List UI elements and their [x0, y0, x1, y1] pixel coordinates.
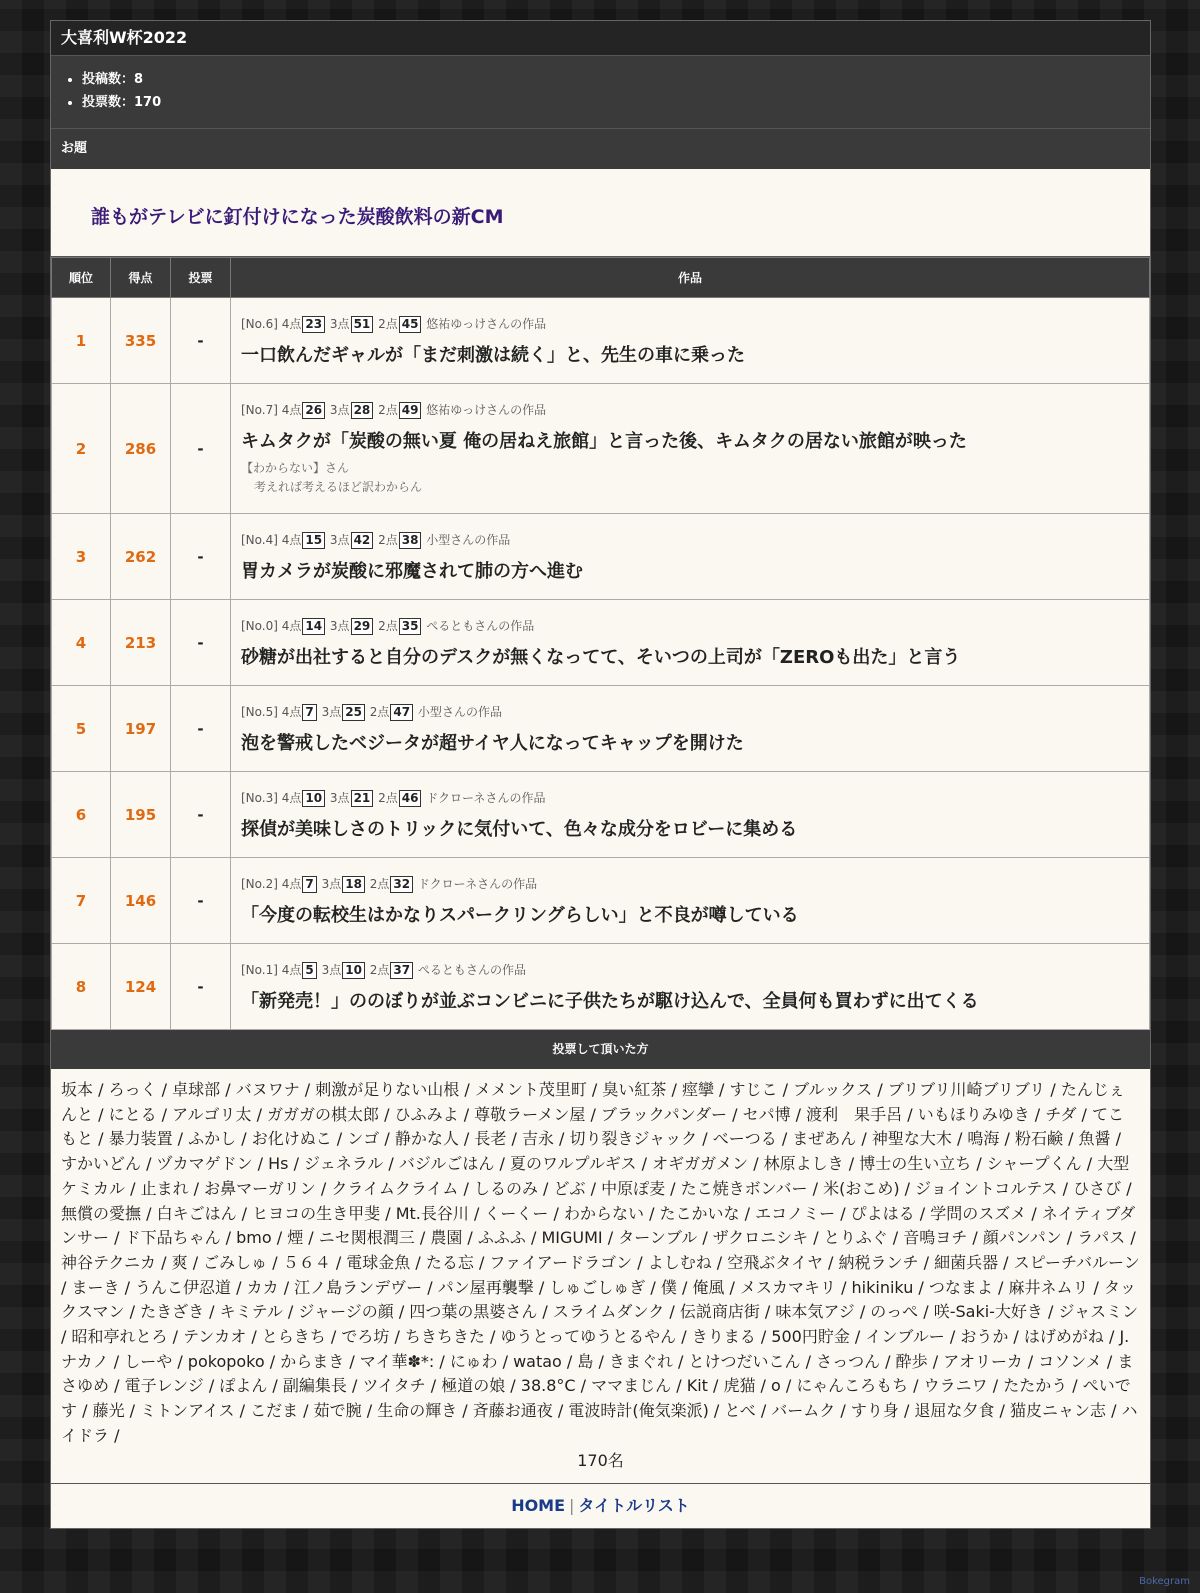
two-point-count: 49 [399, 402, 422, 419]
entry-meta [241, 531, 1149, 549]
entry-number: [No.4] [241, 532, 278, 547]
work-cell [231, 298, 1150, 384]
four-point-count: 26 [302, 402, 325, 419]
work-cell [231, 686, 1150, 772]
post-count: • 投稿数：8 [82, 68, 1150, 91]
vote-cell: - [171, 514, 231, 600]
two-point-count: 47 [390, 704, 413, 721]
rank-cell: 2 [52, 384, 111, 514]
author-suffix: さんの作品 [486, 402, 547, 417]
three-point-label: 3点 [329, 316, 350, 331]
work-cell [231, 944, 1150, 1030]
entry-number: [No.5] [241, 704, 278, 719]
score-cell: 335 [111, 298, 171, 384]
main-panel [50, 20, 1151, 1529]
entry-author: 小型 [426, 532, 451, 547]
vote-cell: - [171, 600, 231, 686]
table-row [52, 686, 1150, 772]
four-point-count: 23 [302, 316, 325, 333]
entry-number: [No.0] [241, 618, 278, 633]
entry-author: 小型 [417, 704, 442, 719]
four-point-count: 14 [302, 618, 325, 635]
comment-body: 考えれば考えるほど訳わからん [254, 479, 423, 494]
author-suffix: さんの作品 [485, 790, 546, 805]
work-cell [231, 858, 1150, 944]
rank-cell: 1 [52, 298, 111, 384]
two-point-label: 2点 [378, 402, 398, 417]
score-cell: 195 [111, 772, 171, 858]
three-point-label: 3点 [329, 532, 350, 547]
table-header-row [52, 258, 1150, 298]
credit-text: Bokegram [1139, 1576, 1190, 1587]
entry-author: ぺるとも [417, 962, 466, 977]
two-point-count: 35 [399, 618, 422, 635]
entry-meta [241, 315, 1149, 333]
two-point-label: 2点 [369, 704, 390, 719]
work-cell [231, 772, 1150, 858]
entry-text: 「今度の転校生はかなりスパークリングらしい」と不良が噂している [241, 904, 799, 926]
col-vote: 投票 [171, 258, 231, 298]
vote-cell: - [171, 384, 231, 514]
odai-heading: お題 [51, 129, 1150, 169]
three-point-count: 21 [351, 790, 374, 807]
four-point-label: 4点 [281, 316, 302, 331]
score-cell: 262 [111, 514, 171, 600]
voter-names: 坂本 / ろっく / 卓球部 / バヌワナ / 刺激が足りない山根 / メメント茂里町 / 臭い紅茶 / 痙攣 / すじこ / ブルックス / ブリブリ川崎ブリブリ / たんじぇんと / にとる / アルゴリ太 / ガガガの棋太郎 / ひふみよ / 尊敬ラーメン屋 / ブラックパンダー / セパ博 / 渡利 果手呂 / いもほりみゆき / チダ / てこもと / 暴力装置 / ふかし / お化けぬこ / ンゴ / 静かな人 / 長老 / 吉永 / 切り裂きジャック / べーつる / まぜあん / 神聖な大木 / 鳴海 / 粉石鹸 / 魚醤 / すかいどん / ヅカマゲドン / Hs / ジェネラル / バジルごはん / 夏のワルプルギス / オギガガメン / 林原よしき / 博士の生い立ち / シャープくん / 大型ケミカル / 止まれ / お鼻マーガリン / クライムクライム / しるのみ / どぶ / 中原ぽ麦 / たこ焼きボンバー / 米(おこめ) / ジョイントコルテス / ひさび / 無償の愛撫 / 白キごはん / ヒヨコの生き甲斐 / Mt.長谷川 / くーくー / わからない / たこかいな / エコノミー / ぴよはる / 学問のスズメ / ネイティブダンサー / ド下品ちゃん / bmo / 煙 / ニセ関根潤三 / 農園 / ふふふ / MIGUMI / ターンブル / ザクロニシキ / とりふぐ / 音鳴ヨチ / 顔パンパン / ラパス / 神谷テクニカ / 爽 / ごみしゅ / ５６４ / 電球金魚 / たる忘 / ファイアードラゴン / よしむね / 空飛ぶタイヤ / 納税ランチ / 細菌兵器 / スピーチバルーン / まーき / うんこ伊忍道 / カカ / 江ノ島ランデヴー / パン屋再襲撃 / しゅごしゅぎ / 僕 / 俺風 / メスカマキリ / hikiniku / つなまよ / 麻井ネムリ / タックスマン / たきざき / キミテル / ジャージの顔 / 四つ葉の黒婆さん / スライムダンク / 伝説商店街 / 味本気アジ / のっぺ / 咲-Saki-大好き / ジャスミン / 昭和亭れとろ / テンカオ / とらきち / でろ坊 / ちきちきた / ゆうとってゆうとるやん / きりまる / 500円貯金 / インブルー / おうか / はげめがね / J.ナカノ / しーや / pokopoko / からまき / マイ華✽*: / にゅわ / watao / 島 / きまぐれ / とけつだいこん / さっつん / 酔歩 / アオリーカ / コソンメ / まさゆめ / 電子レンジ / ぽよん / 副編集長 / ツイタチ / 極道の娘 / 38.8°C / ママまじん / Kit / 虎猫 / o / にゃんころもち / ウラニワ / たたかう / ぺいです / 藤光 / ミトンアイス / こだま / 茹で腕 / 生命の輝き / 斉藤お通夜 / 電波時計(俺気楽派) / とべ / バームク / すり身 / 退屈な夕食 / 猫皮ニャン志 / ハイドラ / [61, 1080, 1140, 1445]
entry-meta [241, 875, 1149, 893]
entry-number: [No.6] [241, 316, 278, 331]
work-cell [231, 384, 1150, 514]
three-point-label: 3点 [321, 876, 342, 891]
three-point-label: 3点 [329, 402, 350, 417]
two-point-count: 32 [390, 876, 413, 893]
vote-cell: - [171, 772, 231, 858]
vote-count: • 投票数：170 [82, 91, 1150, 114]
title-list-link[interactable]: タイトルリスト [578, 1496, 690, 1516]
two-point-label: 2点 [378, 532, 398, 547]
four-point-count: 7 [302, 876, 316, 893]
table-row [52, 384, 1150, 514]
three-point-count: 42 [351, 532, 374, 549]
col-rank: 順位 [52, 258, 111, 298]
entry-text: 「新発売！」ののぼりが並ぶコンビニに子供たちが駆け込んで、全員何も買わずに出てくる [241, 990, 979, 1012]
results-table [51, 257, 1150, 1030]
page-title: 大喜利W杯2022 [51, 21, 1150, 56]
three-point-count: 18 [342, 876, 365, 893]
two-point-count: 45 [399, 316, 422, 333]
table-row [52, 858, 1150, 944]
entry-meta [241, 703, 1149, 721]
entry-text: 一口飲んだギャルが「まだ刺激は続く」と、先生の車に乗った [241, 344, 745, 366]
rank-cell: 7 [52, 858, 111, 944]
voters-list [51, 1069, 1150, 1484]
three-point-label: 3点 [321, 962, 342, 977]
three-point-count: 10 [342, 962, 365, 979]
entry-author: 悠祐ゆっけ [426, 316, 487, 331]
entry-text: キムタクが「炭酸の無い夏 俺の居ねえ旅館」と言った後、キムタクの居ない旅館が映った [241, 430, 967, 452]
entry-number: [No.2] [241, 876, 278, 891]
table-row [52, 944, 1150, 1030]
odai-text: 誰もがテレビに釘付けになった炭酸飲料の新CM [51, 169, 1150, 257]
entry-text: 探偵が美味しさのトリックに気付いて、色々な成分をロビーに集める [241, 818, 798, 840]
four-point-count: 10 [302, 790, 325, 807]
voter-count: 170名 [577, 1450, 624, 1470]
entry-author: ドクローネ [426, 790, 486, 805]
table-row [52, 600, 1150, 686]
four-point-label: 4点 [281, 962, 302, 977]
score-cell: 146 [111, 858, 171, 944]
entry-text: 胃カメラが炭酸に邪魔されて肺の方へ進む [241, 560, 583, 582]
col-work: 作品 [231, 258, 1150, 298]
score-cell: 197 [111, 686, 171, 772]
work-cell [231, 514, 1150, 600]
table-row [52, 514, 1150, 600]
vote-cell: - [171, 686, 231, 772]
two-point-label: 2点 [378, 618, 398, 633]
four-point-count: 7 [302, 704, 316, 721]
entry-text: 砂糖が出社すると自分のデスクが無くなってて、そいつの上司が「ZEROも出た」と言う [241, 646, 961, 668]
four-point-count: 5 [302, 962, 316, 979]
four-point-label: 4点 [281, 532, 302, 547]
two-point-label: 2点 [378, 316, 398, 331]
two-point-label: 2点 [369, 876, 390, 891]
two-point-label: 2点 [369, 962, 390, 977]
three-point-label: 3点 [329, 790, 350, 805]
vote-cell: - [171, 298, 231, 384]
col-score: 得点 [111, 258, 171, 298]
four-point-label: 4点 [281, 876, 302, 891]
vote-cell: - [171, 944, 231, 1030]
entry-meta [241, 961, 1149, 979]
two-point-count: 46 [399, 790, 422, 807]
score-cell: 213 [111, 600, 171, 686]
three-point-count: 29 [351, 618, 374, 635]
author-suffix: さんの作品 [441, 704, 502, 719]
three-point-label: 3点 [321, 704, 342, 719]
entry-meta [241, 617, 1149, 635]
rank-cell: 8 [52, 944, 111, 1030]
rank-cell: 3 [52, 514, 111, 600]
three-point-label: 3点 [329, 618, 350, 633]
two-point-label: 2点 [378, 790, 398, 805]
rank-cell: 6 [52, 772, 111, 858]
two-point-count: 37 [390, 962, 413, 979]
entry-meta [241, 401, 1149, 419]
table-row [52, 772, 1150, 858]
rank-cell: 4 [52, 600, 111, 686]
four-point-label: 4点 [281, 704, 302, 719]
work-cell [231, 600, 1150, 686]
rank-cell: 5 [52, 686, 111, 772]
comment [241, 459, 1149, 497]
score-cell: 124 [111, 944, 171, 1030]
voters-heading: 投票して頂いた方 [51, 1030, 1150, 1069]
two-point-count: 38 [399, 532, 422, 549]
four-point-label: 4点 [281, 790, 302, 805]
entry-author: ぺるとも [426, 618, 475, 633]
footer-separator: | [569, 1496, 575, 1516]
footer-nav [51, 1484, 1150, 1528]
stats-panel [51, 56, 1150, 129]
table-row [52, 298, 1150, 384]
entry-meta [241, 789, 1149, 807]
four-point-label: 4点 [281, 618, 302, 633]
entry-number: [No.1] [241, 962, 278, 977]
score-cell: 286 [111, 384, 171, 514]
author-suffix: さんの作品 [474, 618, 535, 633]
comment-author: 【わからない】さん [241, 460, 350, 475]
author-suffix: さんの作品 [465, 962, 526, 977]
entry-author: ドクローネ [417, 876, 478, 891]
four-point-label: 4点 [281, 402, 302, 417]
author-suffix: さんの作品 [477, 876, 538, 891]
entry-number: [No.7] [241, 402, 278, 417]
three-point-count: 25 [342, 704, 365, 721]
author-suffix: さんの作品 [450, 532, 511, 547]
vote-cell: - [171, 858, 231, 944]
author-suffix: さんの作品 [486, 316, 547, 331]
entry-number: [No.3] [241, 790, 278, 805]
entry-text: 泡を警戒したベジータが超サイヤ人になってキャップを開けた [241, 732, 744, 754]
home-link[interactable]: HOME [511, 1496, 566, 1516]
entry-author: 悠祐ゆっけ [426, 402, 487, 417]
three-point-count: 28 [351, 402, 374, 419]
four-point-count: 15 [302, 532, 325, 549]
three-point-count: 51 [351, 316, 374, 333]
